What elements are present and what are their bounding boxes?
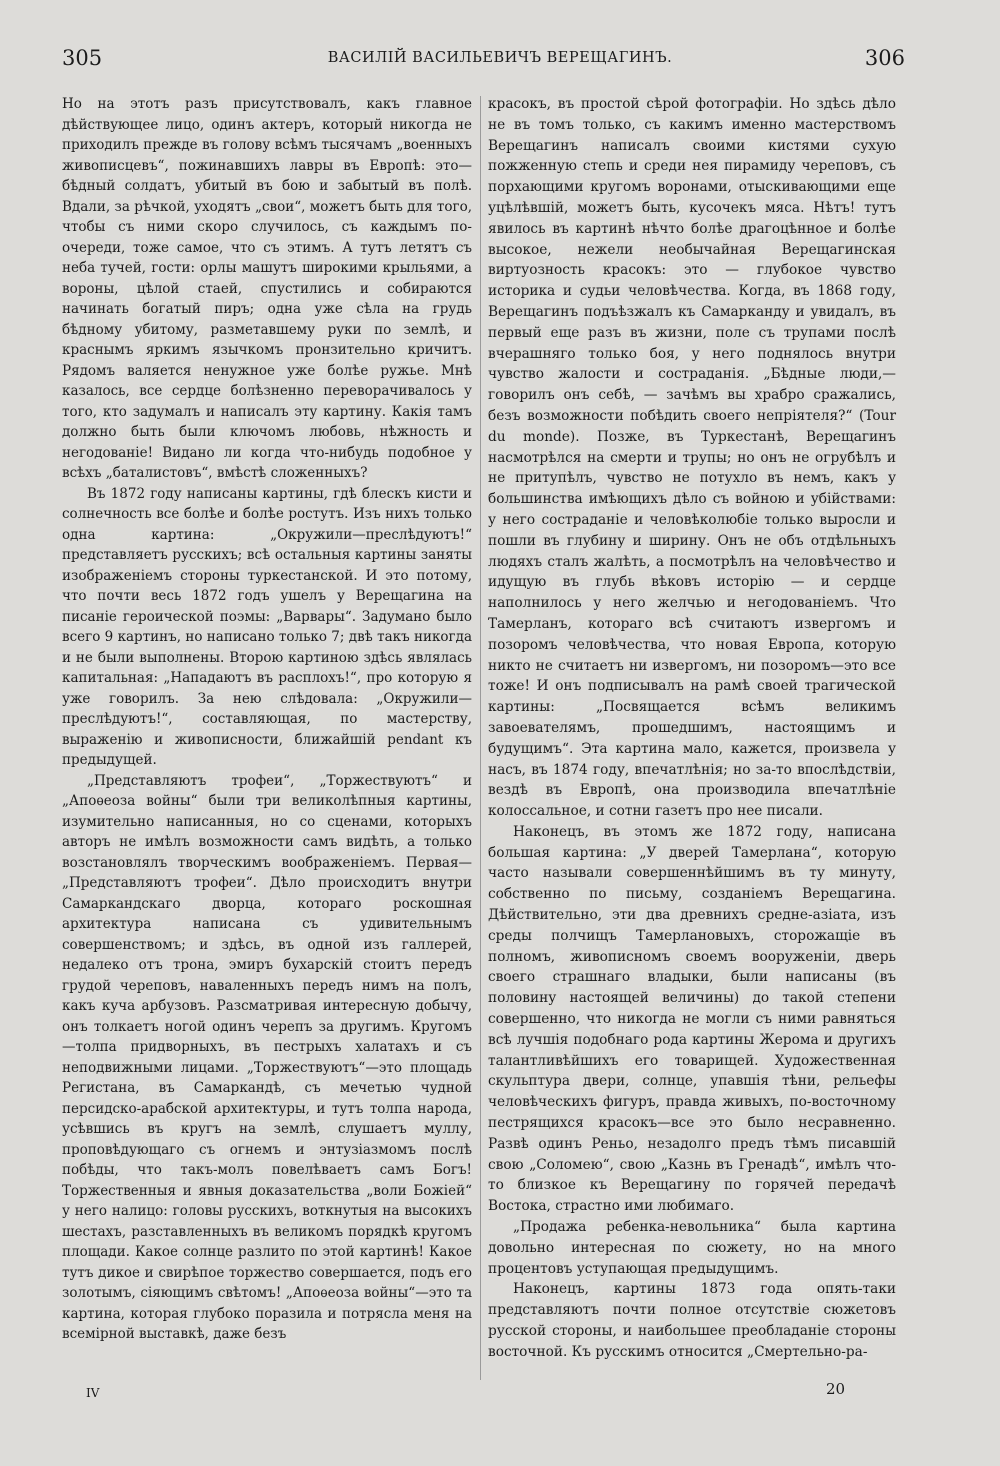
paragraph: „Продажа ребенка-невольника“ была картина довольно интересная по сюжету, но на много процентовъ уступающая предыдущимъ. <box>488 1219 896 1277</box>
left-column <box>62 94 472 1345</box>
paragraph: Въ 1872 году написаны картины, гдѣ блескъ кисти и солнечность все болѣе и болѣе ростутъ. Изъ нихъ только одна картина: „Окружили—преслѣдуютъ!“ представляетъ русскихъ; всѣ остальныя картины заняты изображеніемъ стороны туркестанской. И это потому, что почти весь 1872 годъ ушелъ у Верещагина на писаніе героической поэмы: „Варвары“. Задумано было всего 9 картинъ, но написано только 7; двѣ такъ никогда и не были выполнены. Второю картиною здѣсь являлась капитальная: „Нападаютъ въ расплохъ!“, про которую я уже говорилъ. За нею слѣдовала: „Окружили—преслѣдуютъ!“, составляющая, по мастерству, выраженію и живописности, ближайшій pendant къ предыдущей. <box>62 485 472 768</box>
signature-mark-right: 20 <box>826 1380 846 1398</box>
page-number-right: 306 <box>864 46 905 70</box>
running-title: ВАСИЛІЙ ВАСИЛЬЕВИЧЪ ВЕРЕЩАГИНЪ. <box>327 50 673 66</box>
paragraph: „Представляютъ трофеи“, „Торжествуютъ“ и „Апоѳеоза войны“ были три великолѣпныя картины, изумительно написанныя, но со сценами, которыхъ авторъ не имѣлъ возможности самъ видѣть, а только возстановлялъ творческимъ воображеніемъ. Первая—„Представляютъ трофеи“. Дѣло происходитъ внутри Самаркандскаго дворца, котораго роскошная архитектура написана съ удивительнымъ совершенствомъ; и здѣсь, въ одной изъ галлерей, недалеко отъ трона, эмиръ бухарскій стоитъ передъ грудой череповъ, наваленныхъ передъ нимъ на полъ, какъ куча арбузовъ. Разсматривая интересную добычу, онъ толкаетъ ногой одинъ черепъ за другимъ. Кругомъ—толпа придворныхъ, въ пестрыхъ халатахъ и съ неподвижными лицами. „Торжествуютъ“—это площадь Регистана, въ Самаркандѣ, съ мечетью чудной персидско-арабской архитектуры, и тутъ толпа народа, усѣвшись въ кругъ на землѣ, слушаетъ муллу, проповѣдующаго съ огнемъ и энтузіазмомъ послѣ побѣды, что такъ-молъ повелѣваетъ самъ Богъ! Торжественныя и явныя доказательства „воли Божіей“ у него налицо: головы русскихъ, воткнутыя на высокихъ шестахъ, разставленныхъ въ великомъ порядкѣ кругомъ площади. Какое солнце разлито по этой картинѣ! Какое тутъ дикое и свирѣпое торжество совершается, подъ его золотымъ, сіяющимъ свѣтомъ! „Апоѳеоза войны“—это та картина, которая глубоко поразила и потрясла меня на всемірной выставкѣ, даже безъ <box>62 772 472 1342</box>
paragraph: красокъ, въ простой сѣрой фотографіи. Но здѣсь дѣло не въ томъ только, съ какимъ именно мастерствомъ Верещагинъ написалъ своими кистями сухую пожженную степь и среди нея пирамиду череповъ, съ порхающими кругомъ воронами, отыскивающими еще уцѣлѣвшій, можетъ быть, кусочекъ мяса. Нѣтъ! тутъ явилось въ картинѣ нѣчто болѣе драгоцѣнное и болѣе высокое, нежели необычайная Верещагинская виртуозность красокъ: это — глубокое чувство историка и судьи человѣчества. Когда, въ 1868 году, Верещагинъ подъѣзжалъ къ Самарканду и увидалъ, въ первый еще разъ въ жизни, поле съ трупами послѣ вчерашняго только боя, у него поднялось внутри чувство жалости и состраданія. „Бѣдные люди,—говорилъ онъ себѣ, — зачѣмъ вы храбро сражались, безъ возможности побѣдить своего непріятеля?“ (Tour du monde). Позже, въ Туркестанѣ, Верещагинъ насмотрѣлся на смерти и трупы; но онъ не огрубѣлъ и не притупѣлъ, чувство не потухло въ немъ, какъ у большинства имѣющихъ дѣло съ войною и убійствами: у него состраданіе и человѣколюбіе только выросли и пошли въ глубину и ширину. Онъ не объ отдѣльныхъ людяхъ сталъ жалѣть, а посмотрѣлъ на человѣчество и идущую въ глубь вѣковъ исторію — и сердце наполнилось у него желчью и негодованіемъ. Что Тамерланъ, котораго всѣ считаютъ извергомъ и позоромъ человѣчества, что новая Европа, которую никто не считаетъ ни извергомъ, ни позоромъ—это все тоже! И онъ подписывалъ на рамѣ своей трагической картины: „Посвящается всѣмъ великимъ завоевателямъ, прошедшимъ, настоящимъ и будущимъ“. Эта картина мало, кажется, произвела у насъ, въ 1874 году, впечатлѣнія; но за-то впослѣдствіи, вездѣ въ Европѣ, она производила впечатлѣніе колоссальное, и сотни газетъ про нее писали. <box>488 96 896 820</box>
paragraph: Но на этотъ разъ присутствовалъ, какъ главное дѣйствующее лицо, одинъ актеръ, который никогда не приходилъ прежде въ голову всѣмъ тысячамъ „военныхъ живописцевъ“, пожинавшихъ лавры въ Европѣ: это—бѣдный солдатъ, убитый въ бою и забытый въ полѣ. Вдали, за рѣчкой, уходятъ „свои“, можетъ быть для того, чтобы съ ними скоро случилось, съ каждымъ по-очереди, тоже самое, что съ этимъ. А тутъ летятъ съ неба тучей, гости: орлы машутъ широкими крыльями, а вороны, цѣлой стаей, спустились и собираются начинать богатый пиръ; одна уже сѣла на грудь бѣдному убитому, разметавшему руки по землѣ, и краснымъ яркимъ язычкомъ пронзительно кричитъ. Рядомъ валяется ненужное уже болѣе ружье. Мнѣ казалось, все сердце болѣзненно переворачивалось у того, кто задумалъ и написалъ эту картину. Какія тамъ должно быть были ключомъ любовь, нѣжность и негодованіе! Видано ли когда что-нибудь подобное у всѣхъ „баталистовъ“, вмѣстѣ сложенныхъ? <box>62 96 472 481</box>
paragraph: Наконецъ, картины 1873 года опять-таки представляютъ почти полное отсутствіе сюжетовъ русской стороны, и наибольшее преобладаніе стороны восточной. Къ русскимъ относится „Смертельно-ра- <box>488 1281 896 1360</box>
signature-mark-left: IV <box>86 1386 100 1400</box>
column-divider <box>480 96 481 1380</box>
page-number-left: 305 <box>62 46 103 70</box>
paragraph: Наконецъ, въ этомъ же 1872 году, написана большая картина: „У дверей Тамерлана“, которую часто называли совершеннѣйшимъ въ ту минуту, собственно по письму, созданіемъ Верещагина. Дѣйствительно, эти два древнихъ средне-азіата, изъ среды полчищъ Тамерлановыхъ, сторожащіе въ полномъ, живописномъ своемъ вооруженіи, дверь своего страшнаго владыки, были написаны (въ половину настоящей величины) до такой степени совершенно, что никогда не могли съ ними равняться всѣ лучшія подобнаго рода картины Жерома и другихъ талантливѣйшихъ его товарищей. Художественная скульптура двери, солнце, упавшія тѣни, рельефы человѣческихъ фигуръ, правда живыхъ, по-восточному пестрящихся красокъ—все это было несравненно. Развѣ одинъ Реньо, незадолго предъ тѣмъ писавшій свою „Соломею“, свою „Казнь въ Гренадѣ“, имѣлъ что-то близкое къ Верещагину по горячей передачѣ Востока, страстно ими любимаго. <box>488 823 896 1215</box>
right-column <box>488 94 896 1363</box>
running-header <box>0 46 1000 76</box>
